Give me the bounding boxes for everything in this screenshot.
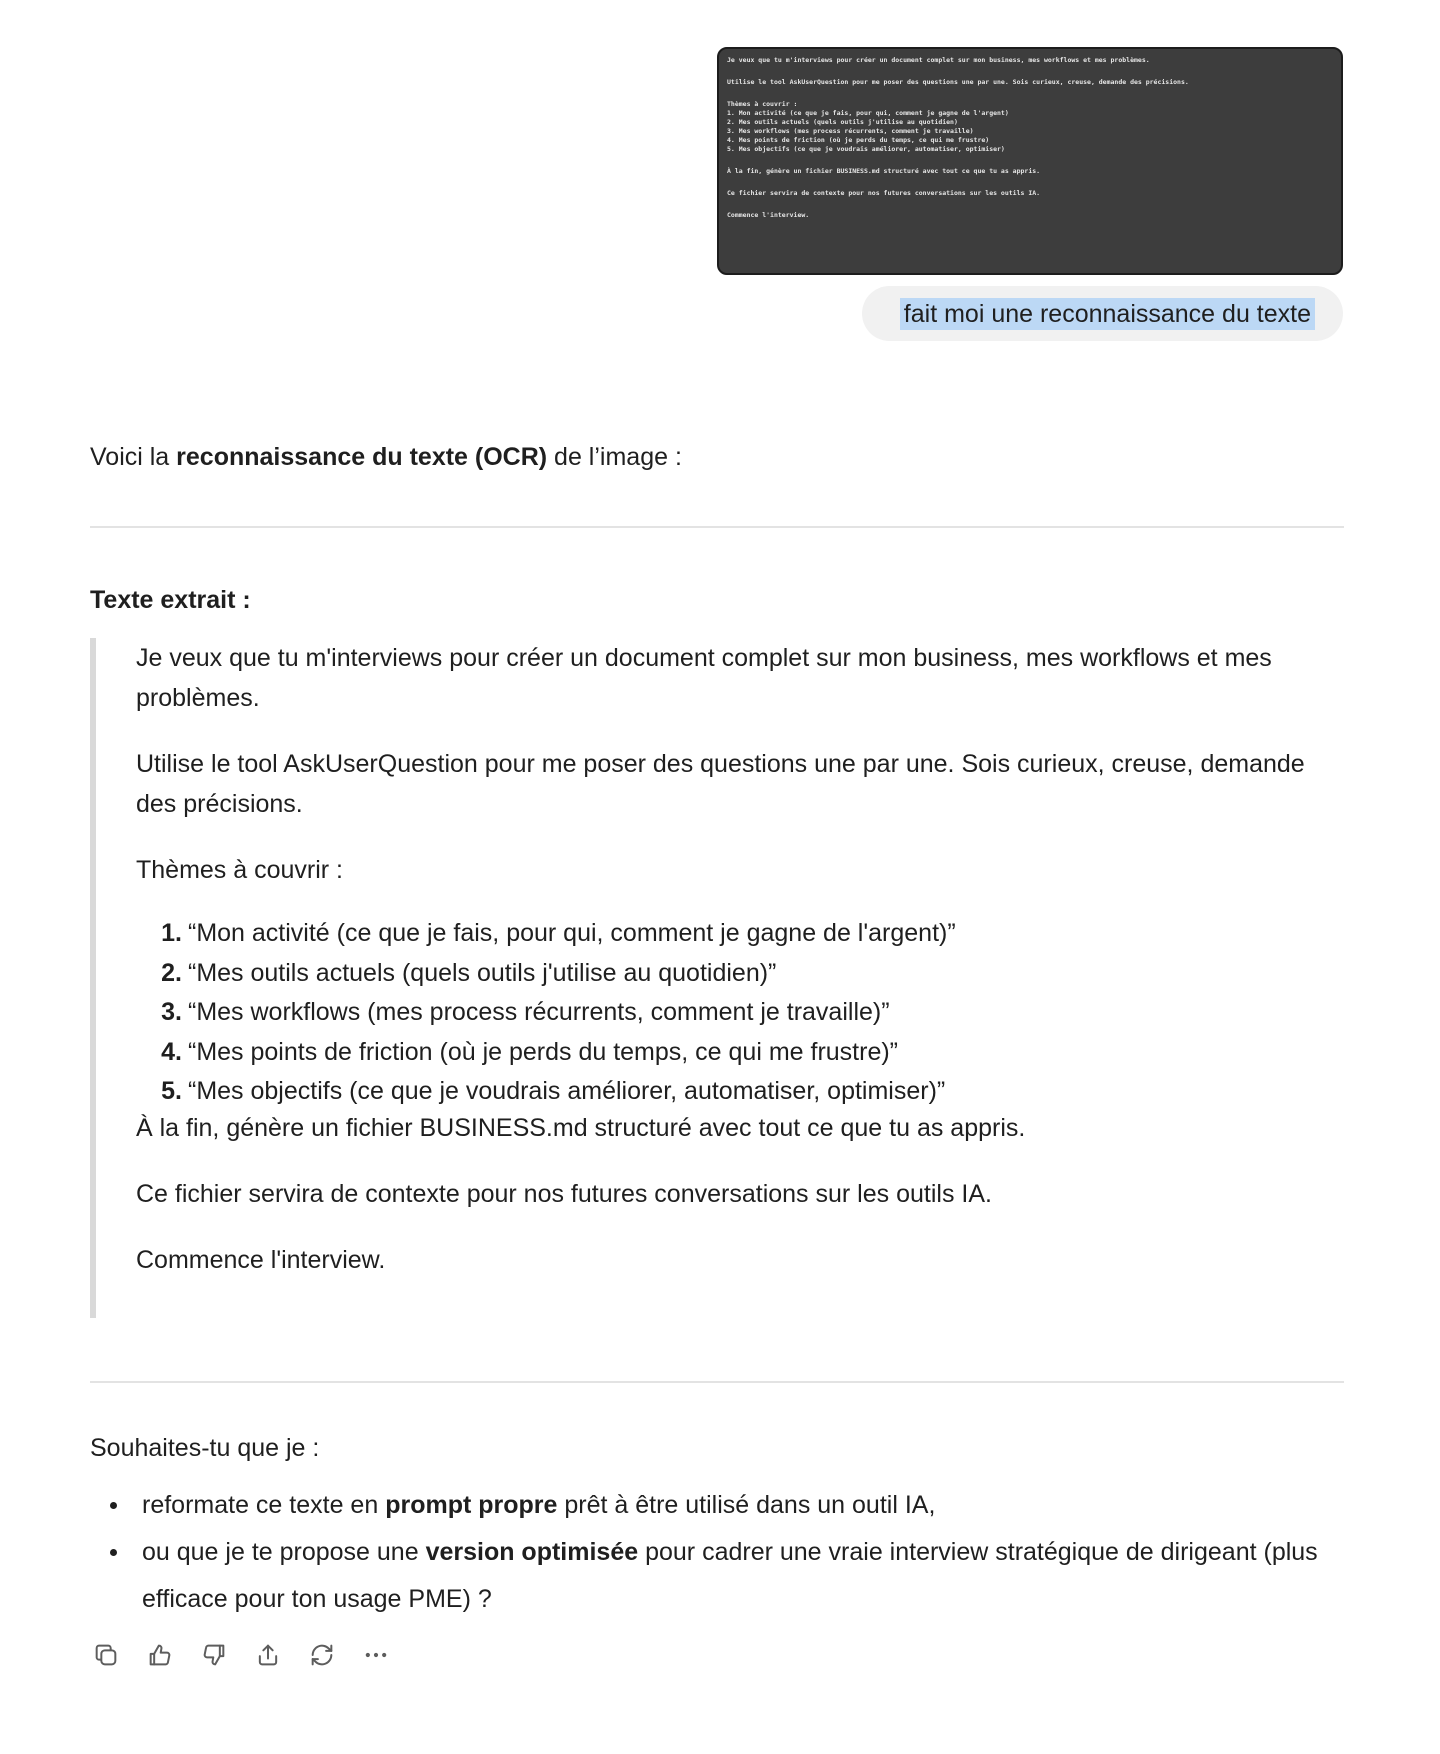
- image-text-line: Je veux que tu m'interviews pour créer un document complet sur mon business, mes workflows et mes problèmes.: [727, 56, 1150, 64]
- user-message-text: fait moi une reconnaissance du texte: [900, 298, 1315, 330]
- image-text-line: 1. Mon activité (ce que je fais, pour qui, comment je gagne de l'argent): [727, 109, 1009, 117]
- list-number: 1.: [161, 919, 182, 947]
- image-text-line: Ce fichier servira de contexte pour nos futures conversations sur les outils IA.: [727, 189, 1041, 197]
- option-text-after: prêt à être utilisé dans un outil IA,: [557, 1491, 936, 1519]
- thumbs-down-icon: [200, 1641, 228, 1669]
- intro-text-after: de l’image :: [547, 443, 682, 471]
- option-text-bold: prompt propre: [385, 1491, 558, 1519]
- share-button[interactable]: [250, 1637, 286, 1673]
- list-item: [136, 1033, 956, 1073]
- bullet-dot: [110, 1549, 117, 1556]
- option-text-before: reformate ce texte en: [142, 1491, 386, 1519]
- thumbs-down-button[interactable]: [196, 1637, 232, 1673]
- thumbs-up-button[interactable]: [142, 1637, 178, 1673]
- list-item-text: “Mes objectifs (ce que je voudrais améliorer, automatiser, optimiser)”: [188, 1077, 946, 1105]
- list-item-text: “Mes points de friction (où je perds du temps, ce qui me frustre)”: [188, 1037, 899, 1066]
- image-text-line: Utilise le tool AskUserQuestion pour me poser des questions une par une. Sois curieux, creuse, demande des précisions.: [727, 78, 1189, 86]
- list-item: [136, 954, 956, 994]
- copy-button[interactable]: [88, 1637, 124, 1673]
- thumbs-up-icon: [146, 1641, 174, 1669]
- themes-label: Thèmes à couvrir :: [136, 856, 344, 884]
- extract-heading: Texte extrait :: [90, 586, 251, 614]
- option-text-after: pour cadrer une vraie interview stratégique de dirigeant (plus efficace pour ton usage PME) ?: [142, 1538, 1318, 1613]
- quote-paragraph: Ce fichier servira de contexte pour nos futures conversations sur les outils IA.: [136, 1180, 992, 1208]
- image-text-line: 3. Mes workflows (mes process récurrents, comment je travaille): [727, 127, 974, 135]
- intro-text-bold: reconnaissance du texte (OCR): [176, 443, 548, 471]
- list-number: 3.: [161, 998, 182, 1026]
- option-text-bold: version optimisée: [425, 1538, 639, 1566]
- more-icon: [362, 1641, 390, 1669]
- assistant-intro: [90, 443, 682, 472]
- list-number: 2.: [161, 958, 182, 987]
- list-item: [136, 914, 956, 954]
- more-options-button[interactable]: [358, 1637, 394, 1673]
- image-text-line: 4. Mes points de friction (où je perds du temps, ce qui me frustre): [727, 136, 990, 144]
- list-number: 5.: [161, 1077, 182, 1105]
- list-item: [90, 1482, 1344, 1529]
- list-number: 4.: [161, 1037, 182, 1066]
- follow-up-question: Souhaites-tu que je :: [90, 1434, 320, 1462]
- quote-paragraph: Utilise le tool AskUserQuestion pour me poser des questions une par une. Sois curieux, creuse, demande des précisions.: [136, 750, 1305, 818]
- image-text-line: Commence l'interview.: [727, 211, 810, 219]
- image-text-line: À la fin, génère un fichier BUSINESS.md structuré avec tout ce que tu as appris.: [727, 167, 1041, 175]
- intro-text-before: Voici la: [90, 443, 177, 471]
- extracted-text-blockquote: [90, 638, 1344, 1318]
- quote-paragraph: Commence l'interview.: [136, 1246, 386, 1274]
- quote-paragraph: À la fin, génère un fichier BUSINESS.md structuré avec tout ce que tu as appris.: [136, 1114, 1026, 1142]
- regenerate-button[interactable]: [304, 1637, 340, 1673]
- regenerate-icon: [308, 1641, 336, 1669]
- list-item: [136, 993, 956, 1033]
- list-item: [136, 1072, 956, 1112]
- options-list: [90, 1482, 1344, 1623]
- option-text-before: ou que je te propose une: [142, 1538, 426, 1566]
- message-actions-bar: [88, 1637, 394, 1673]
- image-text-line: Thèmes à couvrir :: [727, 100, 798, 108]
- themes-list: [136, 914, 956, 1112]
- quote-paragraph: Je veux que tu m'interviews pour créer un document complet sur mon business, mes workflows et mes problèmes.: [136, 644, 1272, 712]
- bullet-dot: [110, 1502, 117, 1509]
- list-item-text: “Mes outils actuels (quels outils j'utilise au quotidien)”: [188, 958, 777, 987]
- image-text-line: 2. Mes outils actuels (quels outils j'utilise au quotidien): [727, 118, 958, 126]
- share-icon: [254, 1641, 282, 1669]
- copy-icon: [92, 1641, 120, 1669]
- image-text-line: 5. Mes objectifs (ce que je voudrais améliorer, automatiser, optimiser): [727, 145, 1005, 153]
- list-item-text: “Mon activité (ce que je fais, pour qui, comment je gagne de l'argent)”: [188, 919, 956, 947]
- user-attached-image[interactable]: [717, 47, 1343, 275]
- divider: [90, 1381, 1344, 1383]
- divider: [90, 526, 1344, 528]
- user-message-bubble: [862, 286, 1343, 341]
- list-item-text: “Mes workflows (mes process récurrents, comment je travaille)”: [188, 998, 890, 1026]
- list-item: [90, 1529, 1344, 1623]
